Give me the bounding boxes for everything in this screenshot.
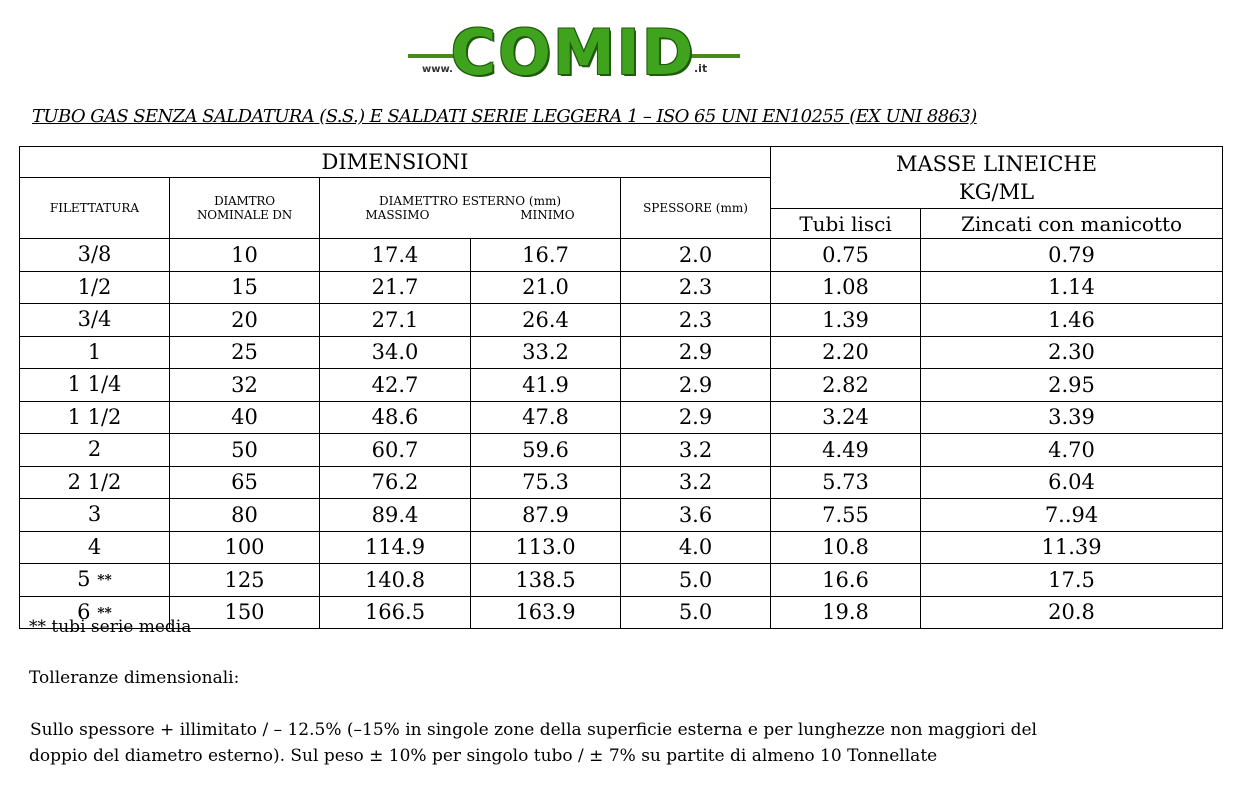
- cell-minimo-value: 138.5: [515, 567, 576, 592]
- cell-filettatura-value: 3/8: [77, 242, 112, 266]
- cell-massimo: [320, 369, 471, 402]
- cell-filettatura-value: 2 1/2: [67, 469, 122, 494]
- cell-minimo: [471, 531, 621, 564]
- cell-minimo-value: 113.0: [515, 535, 576, 560]
- cell-filettatura: [20, 531, 170, 564]
- logo-prefix: www.: [422, 64, 453, 75]
- cell-minimo: [471, 239, 621, 272]
- cell-minimo-value: 163.9: [515, 600, 576, 625]
- tolleranze-line1: Sullo spessore + illimitato / – 12.5% (–15% in singole zone della superficie esterna e per lunghezze non maggiori del: [30, 720, 1037, 740]
- header-masse-title: MASSE LINEICHE: [896, 151, 1098, 176]
- table-row: [20, 401, 1223, 434]
- cell-dn-value: 65: [231, 470, 258, 495]
- cell-filettatura: [20, 401, 170, 434]
- cell-minimo-value: 75.3: [522, 470, 569, 495]
- cell-spessore-value: 2.9: [678, 372, 713, 397]
- cell-spessore-value: 5.0: [678, 567, 713, 592]
- cell-minimo-value: 41.9: [522, 372, 569, 397]
- cell-spessore-value: 3.2: [678, 470, 713, 495]
- cell-spessore-value: 3.6: [678, 502, 713, 527]
- cell-dn: [170, 466, 320, 499]
- cell-zincati-value: 17.5: [1048, 567, 1095, 592]
- cell-minimo-value: 33.2: [522, 340, 569, 365]
- cell-zincati: [921, 466, 1223, 499]
- series-media-marker: **: [97, 605, 112, 621]
- cell-minimo-value: 47.8: [522, 405, 569, 430]
- cell-minimo: [471, 369, 621, 402]
- cell-spessore: [621, 336, 771, 369]
- cell-minimo: [471, 434, 621, 467]
- cell-dn: [170, 304, 320, 337]
- cell-filettatura: [20, 369, 170, 402]
- header-spessore: SPESSORE (mm): [621, 178, 771, 239]
- header-diametro-esterno-label: DIAMETTRO ESTERNO (mm): [378, 194, 562, 208]
- cell-dn: [170, 531, 320, 564]
- cell-lisci: [771, 466, 921, 499]
- cell-spessore: [621, 271, 771, 304]
- cell-lisci: [771, 596, 921, 629]
- cell-dn-value: 10: [231, 242, 258, 267]
- cell-minimo-value: 21.0: [522, 275, 569, 300]
- cell-filettatura-value: 1 1/2: [67, 404, 122, 429]
- cell-zincati: [921, 531, 1223, 564]
- cell-zincati-value: 6.04: [1048, 470, 1095, 495]
- cell-massimo-value: 17.4: [371, 242, 419, 267]
- cell-minimo-value: 59.6: [522, 437, 569, 462]
- table-row: [20, 499, 1223, 532]
- cell-dn: [170, 336, 320, 369]
- table-row: [20, 596, 1223, 629]
- cell-massimo: [320, 466, 471, 499]
- cell-dn-value: 50: [231, 437, 258, 462]
- cell-dn-value: 150: [224, 600, 265, 625]
- cell-spessore-value: 5.0: [678, 600, 713, 625]
- table-row: [20, 336, 1223, 369]
- table-row: [20, 564, 1223, 597]
- cell-minimo: [471, 401, 621, 434]
- cell-dn: [170, 239, 320, 272]
- cell-filettatura-value: 4: [87, 534, 102, 559]
- cell-lisci-value: 1.08: [822, 275, 869, 300]
- header-dn-line1: DIAMTRO: [214, 194, 275, 208]
- cell-massimo: [320, 271, 471, 304]
- cell-lisci: [771, 369, 921, 402]
- cell-dn: [170, 499, 320, 532]
- cell-massimo-value: 27.1: [371, 307, 419, 332]
- cell-zincati: [921, 564, 1223, 597]
- cell-lisci-value: 3.24: [822, 405, 869, 430]
- cell-filettatura: [20, 239, 170, 272]
- cell-lisci-value: 2.20: [822, 340, 869, 365]
- cell-lisci: [771, 499, 921, 532]
- cell-dn-value: 100: [224, 535, 265, 560]
- cell-massimo-value: 21.7: [371, 275, 419, 300]
- cell-zincati-value: 1.46: [1048, 307, 1095, 332]
- cell-lisci: [771, 336, 921, 369]
- cell-zincati: [921, 596, 1223, 629]
- cell-filettatura-value: 1 1/4: [67, 372, 122, 396]
- cell-massimo: [320, 596, 471, 629]
- cell-lisci: [771, 434, 921, 467]
- cell-massimo-value: 76.2: [371, 470, 419, 495]
- cell-minimo: [471, 466, 621, 499]
- cell-zincati-value: 2.30: [1048, 340, 1095, 365]
- cell-dn: [170, 434, 320, 467]
- header-massimo: MASSIMO: [365, 208, 430, 222]
- cell-zincati: [921, 499, 1223, 532]
- cell-dn-value: 125: [224, 567, 265, 592]
- cell-dn-value: 80: [231, 502, 258, 527]
- cell-lisci-value: 1.39: [822, 307, 869, 332]
- cell-massimo: [320, 401, 471, 434]
- cell-minimo: [471, 499, 621, 532]
- cell-dn-value: 32: [231, 372, 258, 397]
- cell-zincati-value: 11.39: [1041, 535, 1102, 560]
- cell-massimo-value: 140.8: [364, 567, 426, 592]
- cell-minimo-value: 87.9: [522, 502, 569, 527]
- logo-wordmark: COMID: [450, 16, 696, 89]
- cell-massimo-value: 48.6: [371, 405, 419, 430]
- header-dn-line2: NOMINALE DN: [197, 208, 292, 222]
- header-dimensioni: DIMENSIONI: [20, 147, 771, 178]
- cell-zincati-value: 2.95: [1048, 372, 1095, 397]
- cell-lisci: [771, 239, 921, 272]
- cell-lisci: [771, 531, 921, 564]
- cell-spessore: [621, 466, 771, 499]
- cell-massimo-value: 89.4: [371, 502, 419, 527]
- logo-suffix: .it: [694, 62, 708, 75]
- cell-filettatura: [20, 499, 170, 532]
- cell-massimo: [320, 499, 471, 532]
- cell-massimo-value: 34.0: [371, 340, 419, 365]
- header-filettatura: FILETTATURA: [20, 178, 170, 239]
- cell-spessore: [621, 564, 771, 597]
- cell-zincati-value: 3.39: [1048, 405, 1095, 430]
- cell-spessore-value: 3.2: [678, 437, 713, 462]
- cell-zincati: [921, 304, 1223, 337]
- cell-minimo-value: 26.4: [522, 307, 569, 332]
- cell-massimo-value: 42.7: [371, 372, 419, 397]
- cell-lisci-value: 7.55: [822, 502, 869, 527]
- cell-dn: [170, 596, 320, 629]
- cell-massimo: [320, 434, 471, 467]
- cell-lisci: [771, 271, 921, 304]
- header-minimo: MINIMO: [520, 208, 575, 222]
- cell-filettatura-value: 1: [87, 339, 102, 364]
- cell-filettatura-value: 5: [77, 567, 91, 591]
- cell-zincati-value: 4.70: [1048, 437, 1095, 462]
- cell-lisci-value: 10.8: [822, 535, 869, 560]
- cell-lisci-value: 4.49: [822, 437, 869, 462]
- cell-filettatura: [20, 466, 170, 499]
- cell-spessore-value: 2.3: [678, 275, 713, 300]
- table-row: [20, 369, 1223, 402]
- cell-spessore: [621, 499, 771, 532]
- footnote: ** tubi serie media: [29, 617, 192, 637]
- cell-zincati: [921, 336, 1223, 369]
- cell-dn-value: 25: [231, 340, 258, 365]
- cell-minimo: [471, 271, 621, 304]
- cell-massimo: [320, 564, 471, 597]
- header-diametro-esterno: [320, 178, 621, 239]
- cell-zincati: [921, 271, 1223, 304]
- cell-spessore: [621, 369, 771, 402]
- cell-lisci-value: 0.75: [822, 242, 869, 267]
- cell-spessore: [621, 531, 771, 564]
- cell-lisci-value: 19.8: [822, 600, 869, 625]
- cell-massimo-value: 166.5: [364, 600, 426, 625]
- cell-lisci-value: 2.82: [822, 372, 869, 397]
- table-row: [20, 434, 1223, 467]
- cell-filettatura-value: 3: [87, 502, 102, 526]
- comid-logo: [408, 16, 740, 90]
- cell-filettatura: [20, 564, 170, 597]
- cell-minimo: [471, 304, 621, 337]
- cell-dn: [170, 564, 320, 597]
- header-tubi-lisci: Tubi lisci: [771, 209, 921, 239]
- table-row: [20, 239, 1223, 272]
- table-row: [20, 271, 1223, 304]
- cell-dn-value: 15: [231, 275, 258, 300]
- cell-minimo: [471, 564, 621, 597]
- header-masse: [771, 147, 1223, 209]
- cell-massimo: [320, 304, 471, 337]
- cell-dn: [170, 271, 320, 304]
- cell-dn-value: 20: [231, 307, 258, 332]
- cell-spessore: [621, 401, 771, 434]
- header-min-max: [320, 208, 620, 222]
- pipe-table: [19, 146, 1223, 629]
- cell-lisci: [771, 564, 921, 597]
- cell-dn-value: 40: [231, 405, 258, 430]
- cell-zincati: [921, 239, 1223, 272]
- cell-massimo: [320, 239, 471, 272]
- cell-spessore-value: 2.9: [678, 340, 713, 365]
- cell-spessore: [621, 596, 771, 629]
- table-row: [20, 466, 1223, 499]
- header-diametro-nominale: [170, 178, 320, 239]
- page-title: TUBO GAS SENZA SALDATURA (S.S.) E SALDATI SERIE LEGGERA 1 – ISO 65 UNI EN10255 (EX UNI 8863): [32, 106, 977, 127]
- cell-lisci: [771, 401, 921, 434]
- table-body: [20, 239, 1223, 629]
- cell-filettatura: [20, 336, 170, 369]
- cell-zincati: [921, 401, 1223, 434]
- cell-spessore: [621, 304, 771, 337]
- cell-spessore-value: 2.9: [678, 405, 713, 430]
- cell-dn: [170, 401, 320, 434]
- cell-minimo-value: 16.7: [522, 242, 569, 267]
- cell-minimo: [471, 596, 621, 629]
- cell-filettatura-value: 2: [87, 437, 102, 461]
- cell-zincati-value: 1.14: [1048, 275, 1095, 300]
- cell-lisci: [771, 304, 921, 337]
- series-media-marker: **: [97, 572, 112, 589]
- cell-filettatura-value: 6: [77, 599, 91, 624]
- cell-spessore: [621, 434, 771, 467]
- cell-spessore-value: 2.0: [678, 242, 713, 267]
- cell-spessore: [621, 239, 771, 272]
- table-row: [20, 531, 1223, 564]
- cell-zincati: [921, 434, 1223, 467]
- cell-zincati: [921, 369, 1223, 402]
- header-masse-unit: KG/ML: [959, 179, 1035, 204]
- cell-spessore-value: 2.3: [678, 307, 713, 332]
- cell-filettatura-value: 1/2: [77, 274, 112, 299]
- cell-massimo: [320, 336, 471, 369]
- tolleranze-heading: Tolleranze dimensionali:: [29, 668, 240, 688]
- cell-massimo-value: 60.7: [371, 437, 419, 462]
- cell-dn: [170, 369, 320, 402]
- cell-filettatura: [20, 434, 170, 467]
- cell-zincati-value: 20.8: [1048, 600, 1095, 625]
- cell-massimo: [320, 531, 471, 564]
- cell-filettatura: [20, 304, 170, 337]
- cell-massimo-value: 114.9: [364, 535, 426, 560]
- cell-filettatura: [20, 271, 170, 304]
- cell-zincati-value: 7..94: [1044, 502, 1099, 527]
- tolleranze-line2: doppio del diametro esterno). Sul peso ± 10% per singolo tubo / ± 7% su partite di almeno 10 Tonnellate: [29, 746, 938, 766]
- header-zincati: Zincati con manicotto: [921, 209, 1223, 239]
- cell-lisci-value: 5.73: [822, 470, 869, 495]
- table-row: [20, 304, 1223, 337]
- cell-filettatura-value: 3/4: [77, 307, 112, 331]
- cell-spessore-value: 4.0: [678, 535, 713, 560]
- cell-zincati-value: 0.79: [1048, 242, 1095, 267]
- cell-minimo: [471, 336, 621, 369]
- cell-lisci-value: 16.6: [822, 567, 869, 592]
